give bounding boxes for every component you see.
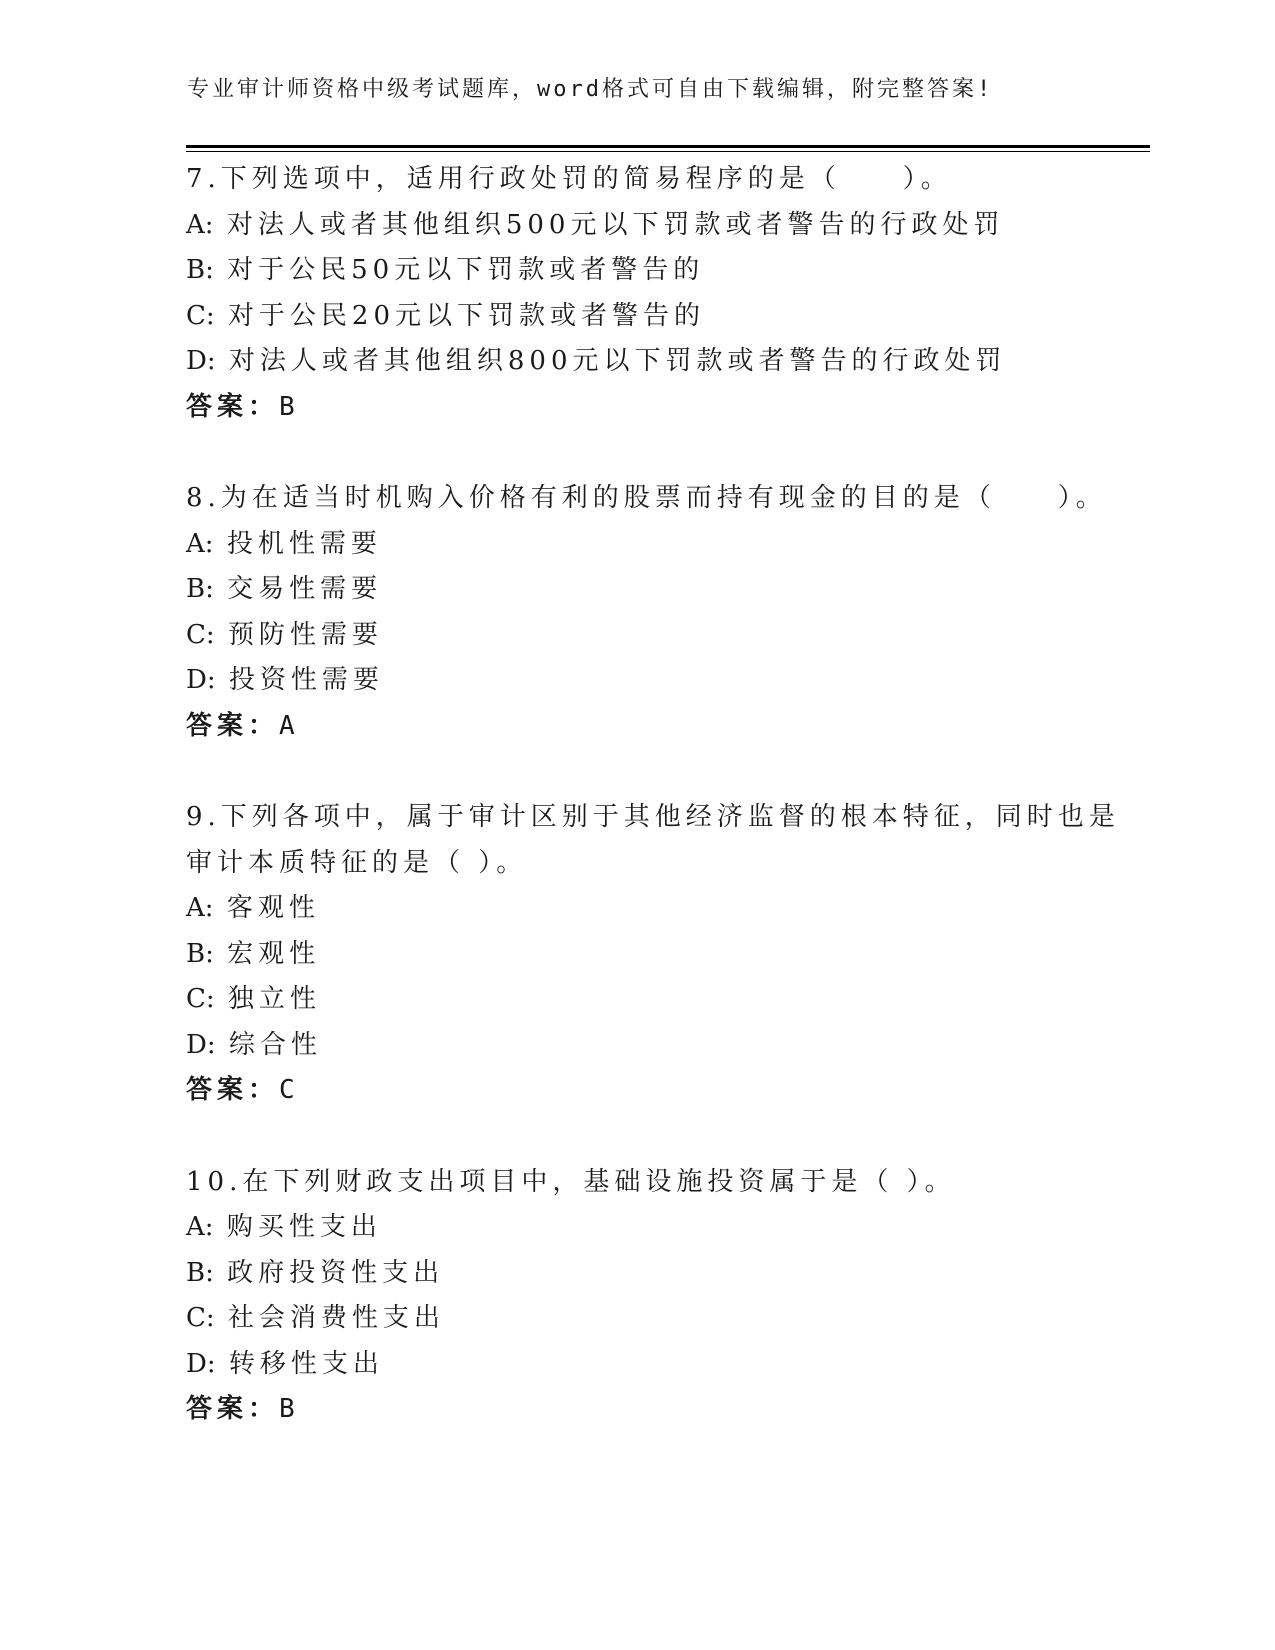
option-row (186, 339, 1086, 385)
option-text: 独立性 (227, 984, 321, 1014)
answer-value: C (279, 1075, 300, 1105)
question-stem: 审计本质特征的是（ ）。 (186, 847, 528, 878)
question-stem: 9.下列各项中，属于审计区别于其他经济监督的根本特征，同时也是 (186, 802, 1120, 832)
option-text: 对于公民50元以下罚款或者警告的 (227, 255, 705, 285)
option-row (186, 977, 1086, 1023)
option-row (186, 1205, 1086, 1251)
option-row (186, 1342, 1086, 1388)
question-block (186, 476, 1107, 749)
answer-value: A (279, 710, 300, 741)
option-text: 客观性 (226, 893, 320, 923)
option-text: 对法人或者其他组织800元以下罚款或者警告的行政处罚 (228, 346, 1007, 376)
option-text: 对法人或者其他组织500元以下罚款或者警告的行政处罚 (226, 209, 1005, 240)
question-stem: 7.下列选项中，适用行政处罚的简易程序的是（ ）。 (186, 164, 952, 194)
option-text: 宏观性 (227, 938, 321, 969)
option-text: 社会消费性支出 (227, 1303, 445, 1333)
answer-value: B (279, 1394, 300, 1424)
answer-row (186, 1387, 1086, 1433)
answer-row (186, 1068, 1086, 1114)
question-block (186, 1160, 1086, 1433)
option-text: 预防性需要 (227, 619, 383, 650)
option-row (186, 248, 1086, 294)
page-header: 专业审计师资格中级考试题库，word格式可自由下载编辑，附完整答案! (187, 77, 994, 102)
option-key: B: (186, 574, 214, 604)
option-row (186, 1296, 1086, 1342)
option-key: B: (186, 255, 214, 285)
answer-label: 答案： (186, 710, 280, 741)
option-row (186, 522, 1086, 568)
option-row (186, 613, 1086, 659)
option-key: B: (186, 938, 214, 969)
option-row (186, 203, 1086, 249)
header-rule-thick (186, 145, 1150, 148)
question-list (186, 157, 1120, 1479)
option-key: D: (186, 1029, 216, 1060)
answer-row (186, 704, 1086, 750)
option-row (186, 932, 1086, 978)
option-key: A: (186, 1212, 214, 1242)
option-key: C: (186, 984, 215, 1014)
header-rule-thin (186, 151, 1150, 152)
option-text: 投机性需要 (226, 528, 382, 559)
option-row (186, 567, 1086, 613)
option-key: C: (186, 1303, 215, 1333)
answer-row (186, 385, 1086, 431)
option-text: 交易性需要 (227, 574, 383, 604)
question-block (186, 795, 1120, 1114)
answer-label: 答案： (186, 391, 280, 422)
option-text: 投资性需要 (228, 665, 384, 695)
option-key: A: (186, 893, 214, 923)
option-text: 综合性 (228, 1029, 322, 1060)
option-row (186, 294, 1086, 340)
answer-label: 答案： (186, 1394, 280, 1424)
option-text: 对于公民20元以下罚款或者警告的 (227, 300, 706, 331)
option-row (186, 658, 1086, 704)
option-key: C: (186, 619, 215, 650)
answer-label: 答案： (186, 1075, 280, 1105)
question-stem: 10.在下列财政支出项目中，基础设施投资属于是（ ）。 (186, 1166, 956, 1197)
question-block (186, 157, 1086, 430)
option-text: 政府投资性支出 (227, 1257, 445, 1288)
option-key: A: (186, 528, 214, 559)
answer-value: B (279, 391, 300, 422)
option-key: B: (186, 1257, 214, 1288)
option-text: 购买性支出 (226, 1212, 382, 1242)
option-key: A: (186, 209, 214, 240)
option-key: D: (186, 1348, 216, 1379)
option-row (186, 1023, 1086, 1069)
option-row (186, 886, 1086, 932)
option-text: 转移性支出 (228, 1348, 384, 1379)
question-stem: 8.为在适当时机购入价格有利的股票而持有现金的目的是（ ）。 (186, 483, 1107, 513)
option-row (186, 1251, 1086, 1297)
option-key: D: (186, 346, 216, 376)
option-key: C: (186, 300, 215, 331)
option-key: D: (186, 665, 216, 695)
